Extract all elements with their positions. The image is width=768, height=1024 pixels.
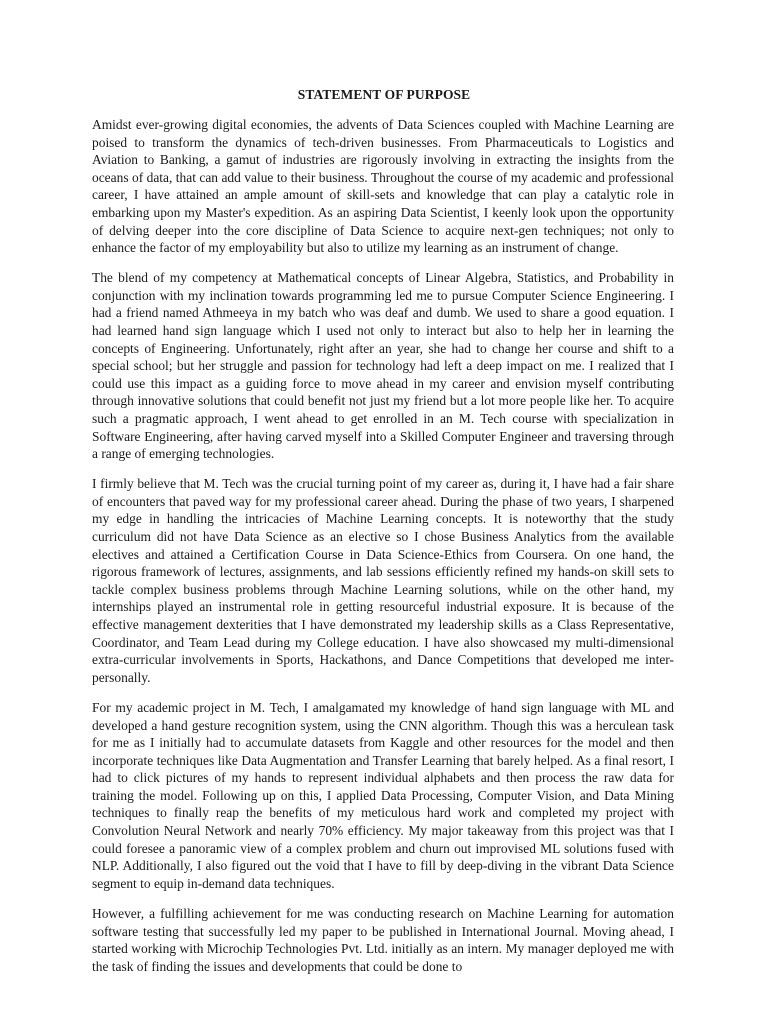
page-title: STATEMENT OF PURPOSE <box>297 87 471 102</box>
document-body <box>92 116 674 988</box>
paragraph-mtech: I firmly believe that M. Tech was the crucial turning point of my career as, during it, I have had a fair share of encounters that paved way for my professional career ahead. During the phase of two years, I sharpened my edge in handling the intricacies of Machine Learning concepts. It is noteworthy that the study curriculum did not have Data Science as an elective so I chose Business Analytics from the available electives and attained a Certification Course in Data Science-Ethics from Coursera. On one hand, the rigorous framework of lectures, assignments, and lab sessions efficiently refined my hands-on skill sets to tackle complex business problems through Machine Learning solutions, while on the other hand, my internships played an instrumental role in getting resourceful industrial exposure. It is because of the effective management dexterities that I have demonstrated my leadership skills as a Class Representative, Coordinator, and Team Lead during my College education. I have also showcased my multi-dimensional extra-curricular involvements in Sports, Hackathons, and Dance Competitions that developed me inter-personally. <box>92 476 674 685</box>
paragraph-background: The blend of my competency at Mathematical concepts of Linear Algebra, Statistics, and Probability in conjunction with my inclination towards programming led me to pursue Computer Science Engineering. I had a friend named Athmeeya in my batch who was deaf and dumb. We used to share a good equation. I had learned hand sign language which I used not only to interact but also to help her in learning the concepts of Engineering. Unfortunately, right after an year, she had to change her course and shift to a special school; but her struggle and passion for technology had left a deep impact on me. I realized that I could use this impact as a guiding force to move ahead in my career and envision myself contributing through innovative solutions that could benefit not just my friend but a lot more people like her. To acquire such a pragmatic approach, I went ahead to get enrolled in an M. Tech course with specialization in Software Engineering, after having carved myself into a Skilled Computer Engineer and traversing through a range of emerging technologies. <box>92 270 674 462</box>
paragraph-introduction: Amidst ever-growing digital economies, the advents of Data Sciences coupled with Machine Learning are poised to transform the dynamics of tech-driven businesses. From Pharmaceuticals to Logistics and Aviation to Banking, a gamut of industries are rigorously involving in extracting the insights from the oceans of data, that can add value to their business. Throughout the course of my academic and professional career, I have attained an ample amount of skill-sets and knowledge that can play a catalytic role in embarking upon my Master's expedition. As an aspiring Data Scientist, I keenly look upon the opportunity of delving deeper into the core discipline of Data Science to acquire next-gen techniques; not only to enhance the factor of my employability but also to utilize my learning as an instrument of change. <box>92 117 674 256</box>
paragraph-academic-project: For my academic project in M. Tech, I amalgamated my knowledge of hand sign language with ML and developed a hand gesture recognition system, using the CNN algorithm. Though this was a herculean task for me as I initially had to accumulate datasets from Kaggle and other resources for the model and then incorporate techniques like Data Augmentation and Transfer Learning that barely helped. As a final resort, I had to click pictures of my hands to represent individual alphabets and then process the raw data for training the model. Following up on this, I applied Data Processing, Computer Vision, and Data Mining techniques to finally reap the benefits of my meticulous hard work and completed my project with Convolution Neural Network and nearly 70% efficiency. My major takeaway from this project was that I could foresee a panoramic view of a complex problem and churn out improvised ML solutions fused with NLP. Additionally, I also figured out the void that I have to fill by deep-diving in the vibrant Data Science segment to equip in-demand data techniques. <box>92 699 674 891</box>
paragraph-research-internship: However, a fulfilling achievement for me was conducting research on Machine Learning for automation software testing that successfully led my paper to be published in International Journal. Moving ahead, I started working with Microchip Technologies Pvt. Ltd. initially as an intern. My manager deployed me with the task of finding the issues and developments that could be done to <box>92 905 674 974</box>
